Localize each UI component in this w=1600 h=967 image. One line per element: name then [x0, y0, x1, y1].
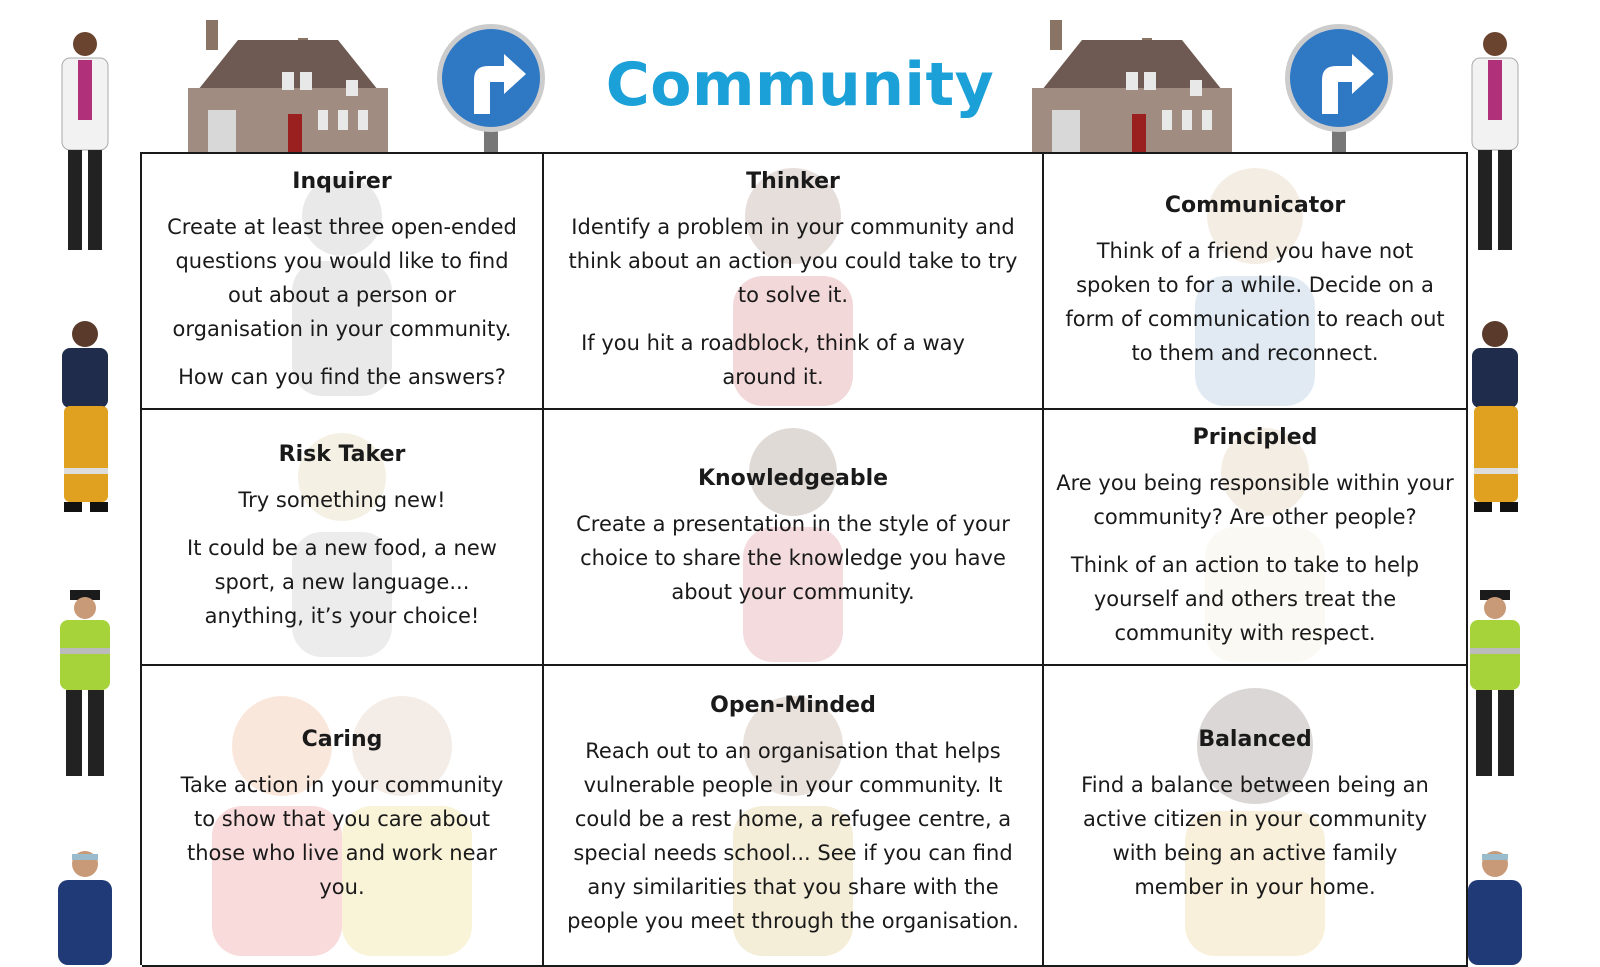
- page-title: Community: [605, 50, 995, 120]
- card-caring: [142, 666, 544, 967]
- card-heading: Principled: [1192, 424, 1318, 450]
- card-heading: Risk Taker: [278, 441, 406, 467]
- card-text: Think of a friend you have not spoken to for a while. Decide on a form of communication to reach out to them and reconnect.: [1065, 238, 1445, 365]
- card-text: Reach out to an organisation that helps vulnerable people in your community. It could be a rest home, a refugee centre, a special needs school... See if you can find any similarities that you share with the people you meet through the organisation.: [567, 739, 1019, 933]
- card-text: It could be a new food, a new sport, a new language... anything, it’s your choice!: [187, 535, 497, 628]
- police-officer-figure: [40, 588, 130, 784]
- surgeon-figure: [40, 846, 130, 965]
- card-heading: Thinker: [746, 168, 840, 194]
- card-balanced: [1044, 666, 1468, 967]
- card-inquirer: [142, 154, 544, 410]
- house-illustration: [178, 20, 398, 152]
- card-risk-taker: [142, 410, 544, 666]
- card-heading: Open-Minded: [710, 693, 876, 718]
- card-heading: Knowledgeable: [697, 465, 889, 491]
- card-thinker: [544, 154, 1044, 410]
- card-principled: [1044, 410, 1468, 666]
- card-text: Create at least three open-ended questions you would like to find out about a person or organisation in your community.: [167, 214, 517, 341]
- activity-grid: [140, 152, 1468, 965]
- card-text: Identify a problem in your community and think about an action you could take to try to solve it.: [568, 214, 1018, 307]
- card-text: Think of an action to take to help yourself and others treat the community with respect.: [1070, 552, 1420, 645]
- card-text: Take action in your community to show that you care about those who live and work near you.: [180, 773, 504, 899]
- card-knowledgeable: [544, 410, 1044, 666]
- turn-right-sign-icon: [434, 22, 552, 156]
- card-text: Create a presentation in the style of your choice to share the knowledge you have about your community.: [576, 511, 1010, 604]
- card-text: Find a balance between being an active citizen in your community with being an active family member in your home.: [1081, 773, 1429, 899]
- card-communicator: [1044, 154, 1468, 410]
- firefighter-figure: [40, 318, 130, 514]
- card-heading: Communicator: [1164, 192, 1346, 218]
- card-text: Are you being responsible within your community? Are other people?: [1056, 470, 1454, 529]
- card-heading: Caring: [301, 727, 383, 752]
- card-text: Try something new!: [238, 487, 446, 512]
- card-text: How can you find the answers?: [178, 364, 506, 389]
- turn-right-sign-icon: [1282, 22, 1400, 156]
- doctor-figure: [40, 28, 130, 260]
- card-heading: Inquirer: [292, 168, 392, 194]
- card-text: If you hit a roadblock, think of a way around it.: [581, 330, 965, 389]
- card-open-minded: [544, 666, 1044, 967]
- card-heading: Balanced: [1198, 727, 1312, 752]
- house-illustration: [1022, 20, 1242, 152]
